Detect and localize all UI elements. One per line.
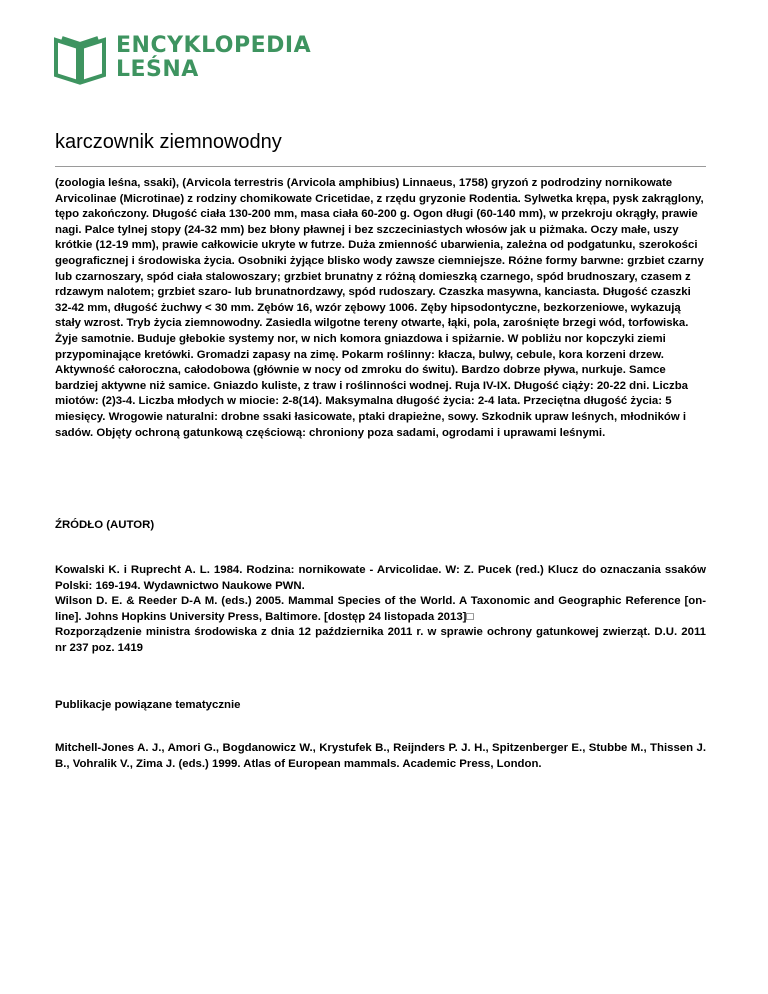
logo-line-2: LEŚNA xyxy=(116,57,199,82)
title-divider xyxy=(55,166,706,167)
logo-line-1: ENCYKLOPEDIA xyxy=(116,33,312,58)
logo xyxy=(52,28,311,88)
page-title: karczownik ziemnowodny xyxy=(55,131,282,153)
source-references xyxy=(55,563,706,657)
related-publication: Mitchell-Jones A. J., Amori G., Bogdanowicz W., Krystufek B., Reijnders P. J. H., Spitzenberger E., Stubbe M., Thissen J. B., Vohralik V., Zima J. (eds.) 1999. Atlas of European mammals. Academic Press, London. xyxy=(55,742,706,770)
source-heading: ŹRÓDŁO (AUTOR) xyxy=(55,519,155,531)
logo-text xyxy=(116,34,311,82)
reference-item: Rozporządzenie ministra środowiska z dnia 12 października 2011 r. w sprawie ochrony gatunkowej zwierząt. D.U. 2011 nr 237 poz. 1419 xyxy=(55,626,706,654)
reference-item: Kowalski K. i Ruprecht A. L. 1984. Rodzina: nornikowate - Arvicolidae. W: Z. Pucek (red.) Klucz do oznaczania ssaków Polski: 169-194. Wydawnictwo Naukowe PWN. xyxy=(55,564,706,592)
entry-description: (zoologia leśna, ssaki), (Arvicola terrestris (Arvicola amphibius) Linnaeus, 1758) gryzoń z podrodziny nornikowate Arvicolinae (Microtinae) z rodziny chomikowate Cricetidae, z rzędu gryzonie Rodentia. Sylwetka krępa, pysk zakrąglony, tępo zakończony. Długość ciała 130-200 mm, masa ciała 60-200 g. Ogon długi (60-140 mm), w przekroju okrągły, prawie nagi. Palce tylnej stopy (24-32 mm) bez błony pławnej i bez szczeciniastych włosów jak u piżmaka. Oczy małe, uszy krótkie (12-19 mm), prawie całkowicie ukryte w futrze. Duża zmienność ubarwienia, zależna od podgatunku, szerokości geograficznej i środowiska życia. Osobniki żyjące blisko wody zawsze ciemniejsze. Różne formy barwne: grzbiet czarny lub czarnoszary, spód ciała stalowoszary; grzbiet brunatny z różną domieszką czarnego, spód brudnoszary, czasem z rdzawym nalotem; grzbiet szaro- lub brunatnordzawy, spód rudoszary. Czaszka masywna, kanciasta. Długość czaszki 32-42 mm, długość żuchwy < 30 mm. Zębów 16, wzór zębowy 1006. Zęby hipsodontyczne, bezkorzeniowe, wykazują stały wzrost. Tryb życia ziemnowodny. Zasiedla wilgotne tereny otwarte, łąki, pola, zarośnięte brzegi wód, torfowiska. Żyje samotnie. Buduje głebokie systemy nor, w nich komora gniazdowa i spiżarnie. W pobliżu nor kopczyki ziemi przypominające kretówki. Gromadzi zapasy na zimę. Pokarm roślinny: kłacza, bulwy, cebule, kora korzeni drzew. Aktywność całoroczna, całodobowa (głównie w nocy od zmroku do świtu). Bardzo dobrze pływa, nurkuje. Samce bardziej aktywne niż samice. Gniazdo kuliste, z traw i roślinności wodnej. Ruja IV-IX. Długość ciąży: 20-22 dni. Liczba miotów: (2)3-4. Liczba młodych w miocie: 2-8(14). Maksymalna długość życia: 2-4 lata. Przeciętna długość życia: 5 miesięcy. Wrogowie naturalni: drobne ssaki łasicowate, ptaki drapieżne, sowy. Szkodnik upraw leśnych, młodników i sadów. Objęty ochroną gatunkową częściową: chroniony poza sadami, ogrodami i uprawami leśnymi. xyxy=(55,177,704,439)
open-book-icon xyxy=(52,30,108,86)
reference-item: Wilson D. E. & Reeder D-A M. (eds.) 2005. Mammal Species of the World. A Taxonomic and Geographic Reference [on-line]. Johns Hopkins University Press, Baltimore. [dostęp 24 listopada 2013]□ xyxy=(55,595,706,623)
related-heading: Publikacje powiązane tematycznie xyxy=(55,699,241,711)
